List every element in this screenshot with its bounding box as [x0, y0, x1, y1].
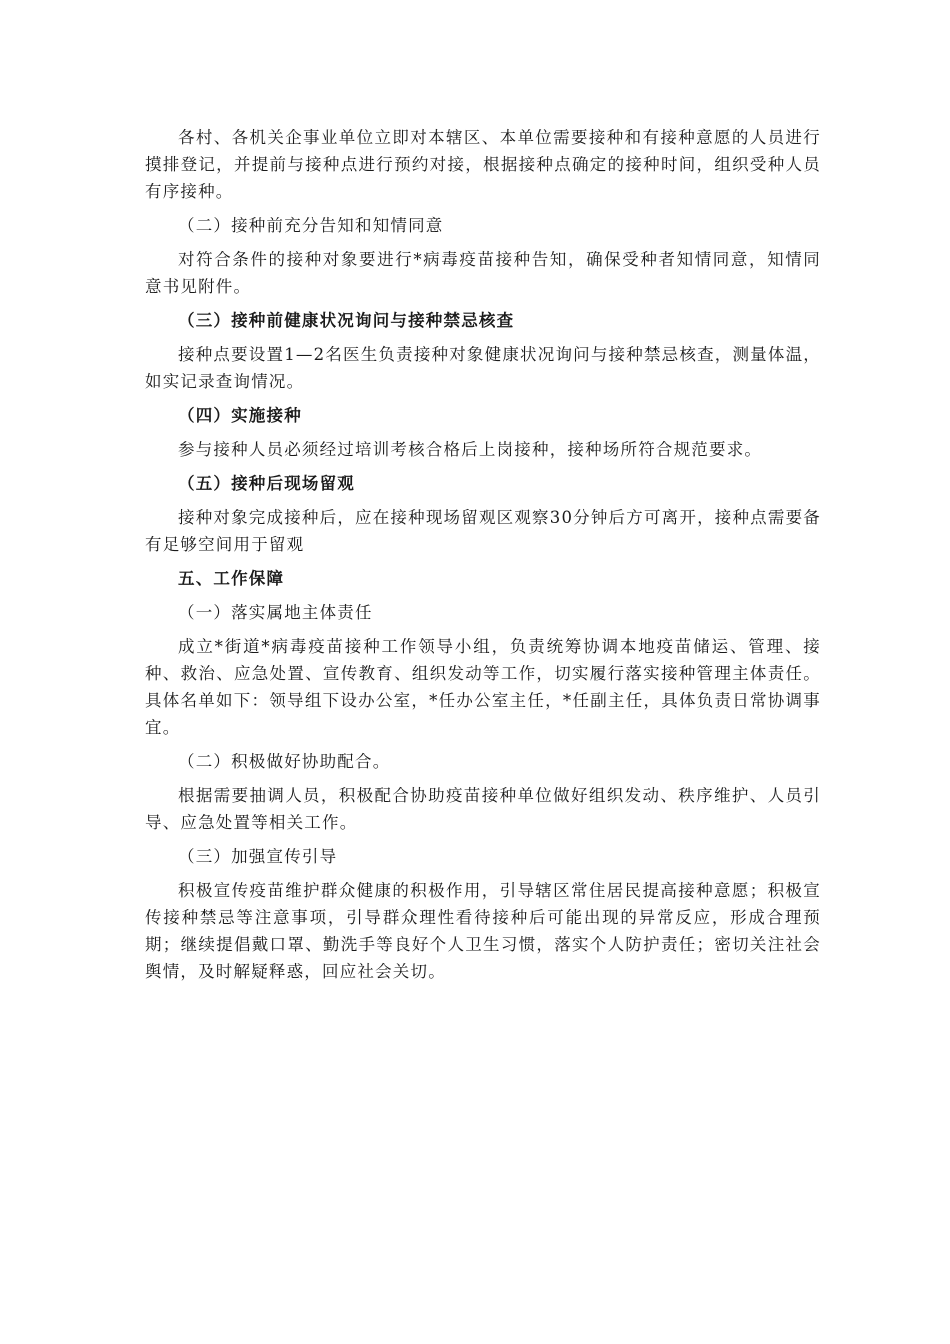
paragraph-registration: 各村、各机关企事业单位立即对本辖区、本单位需要接种和有接种意愿的人员进行摸排登记，并提前与接种点进行预约对接，根据接种点确定的接种时间，组织受种人员有序接种。	[145, 128, 821, 201]
paragraph-informed-consent: 对符合条件的接种对象要进行*病毒疫苗接种告知，确保受种者知情同意，知情同意书见附件。	[145, 250, 821, 296]
paragraph-vaccination: 参与接种人员必须经过培训考核合格后上岗接种，接种场所符合规范要求。	[178, 440, 763, 459]
heading-local-responsibility: （一）落实属地主体责任	[178, 603, 373, 622]
heading-vaccination: （四）实施接种	[178, 406, 302, 425]
paragraph-local-responsibility: 成立*街道*病毒疫苗接种工作领导小组，负责统筹协调本地疫苗储运、管理、接种、救治、应急处置、宣传教育、组织发动等工作，切实履行落实接种管理主体责任。具体名单如下：领导组下设办公室，*任办公室主任，*任副主任，具体负责日常协调事宜。	[145, 637, 821, 737]
document-body	[145, 124, 821, 992]
section-heading-work-guarantee: 五、工作保障	[178, 569, 285, 588]
heading-publicity: （三）加强宣传引导	[178, 847, 338, 866]
paragraph-coordination: 根据需要抽调人员，积极配合协助疫苗接种单位做好组织发动、秩序维护、人员引导、应急处置等相关工作。	[145, 786, 821, 832]
paragraph-observation: 接种对象完成接种后，应在接种现场留观区观察30分钟后方可离开，接种点需要备有足够空间用于留观	[145, 508, 821, 554]
paragraph-publicity: 积极宣传疫苗维护群众健康的积极作用，引导辖区常住居民提高接种意愿；积极宣传接种禁忌等注意事项，引导群众理性看待接种后可能出现的异常反应，形成合理预期；继续提倡戴口罩、勤洗手等良好个人卫生习惯，落实个人防护责任；密切关注社会舆情，及时解疑释惑，回应社会关切。	[145, 881, 821, 981]
heading-informed-consent: （二）接种前充分告知和知情同意	[178, 216, 444, 235]
heading-health-check: （三）接种前健康状况询问与接种禁忌核查	[178, 311, 515, 330]
heading-observation: （五）接种后现场留观	[178, 474, 355, 493]
heading-coordination: （二）积极做好协助配合。	[178, 752, 391, 771]
paragraph-health-check: 接种点要设置1—2名医生负责接种对象健康状况询问与接种禁忌核查，测量体温，如实记录查询情况。	[145, 345, 821, 391]
